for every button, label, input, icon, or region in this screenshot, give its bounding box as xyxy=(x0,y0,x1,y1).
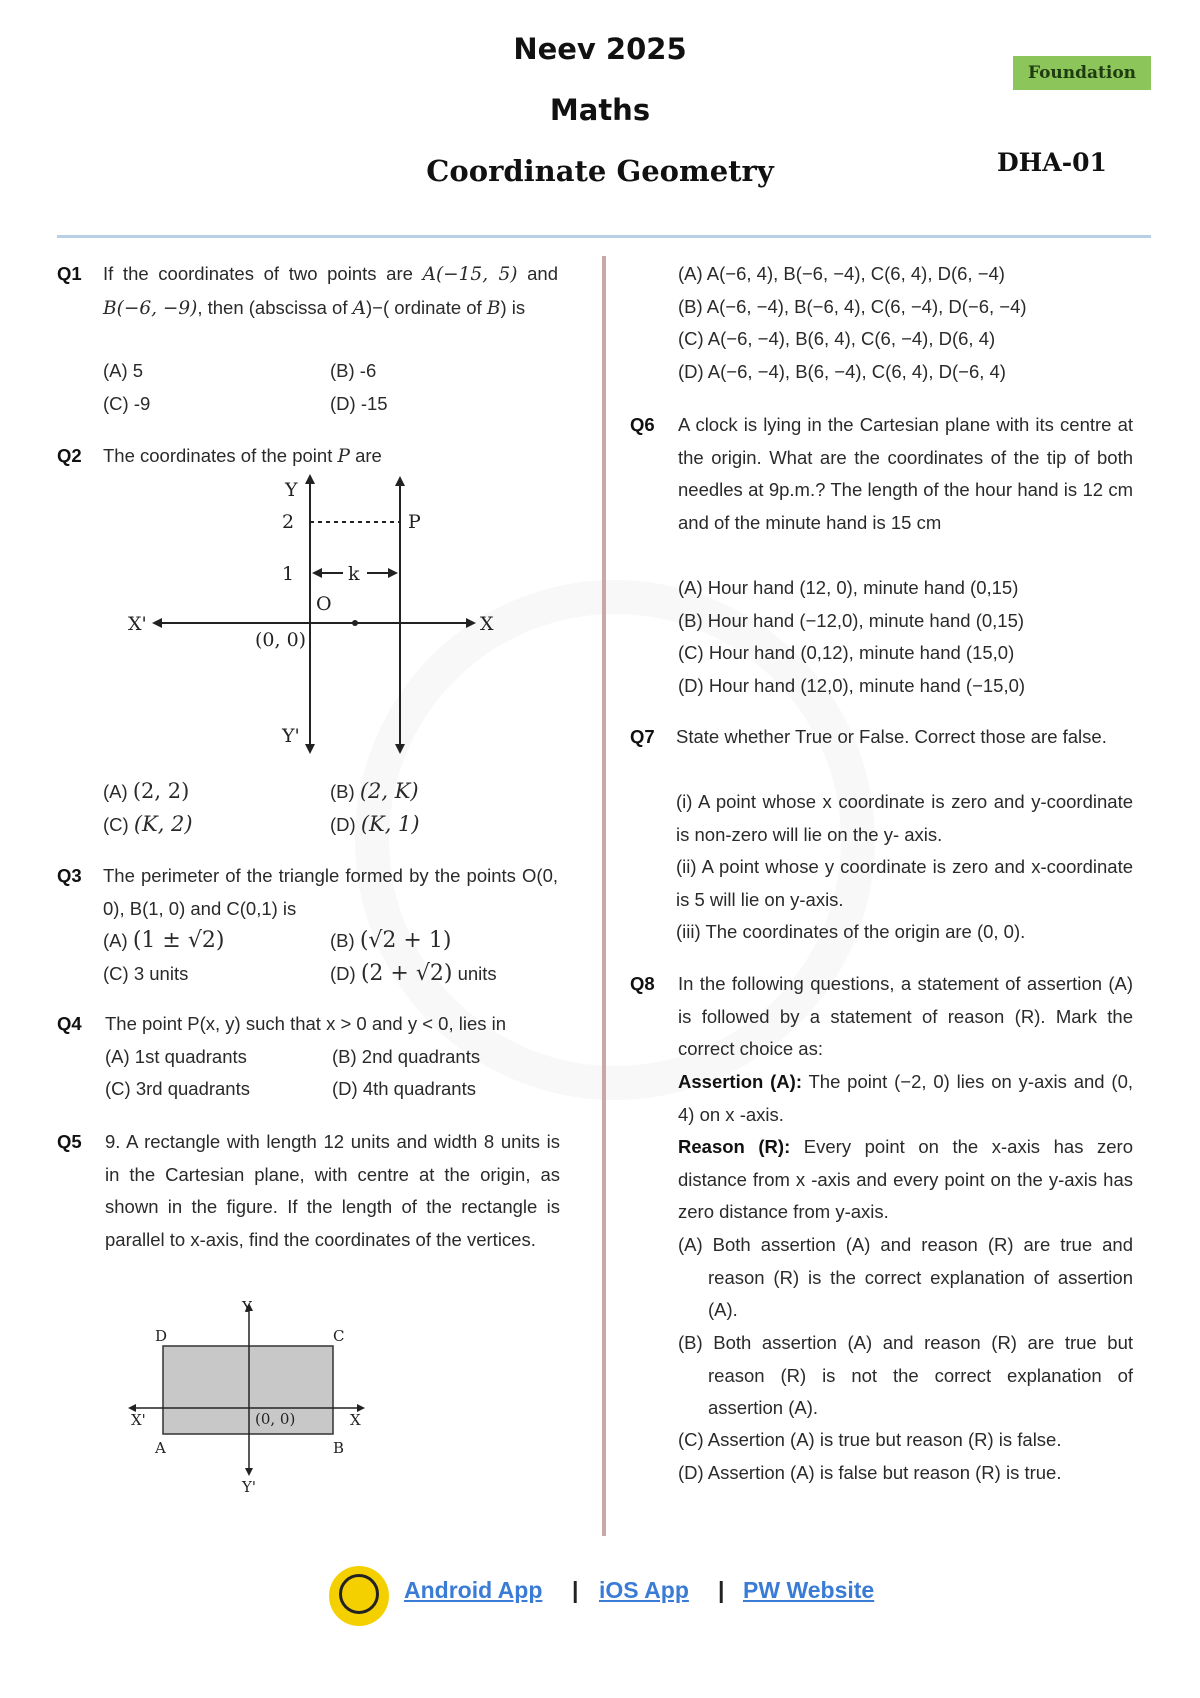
statement-iii: (iii) The coordinates of the origin are (0, 0). xyxy=(676,921,1026,942)
label-b: B xyxy=(333,1439,345,1457)
option-d: (D) A(−6, −4), B(6, −4), C(6, 4), D(−6, 4) xyxy=(678,361,1006,382)
arrow-down-icon xyxy=(305,744,315,754)
label-y-prime: Y' xyxy=(242,1478,257,1496)
option-b: (B) 2nd quadrants xyxy=(332,1046,481,1067)
question-text: If the coordinates of two points are A(−15, 5) and B(−6, −9), then (abscissa of A)−( ordinate of B) is xyxy=(103,263,558,319)
question-number: Q7 xyxy=(630,726,655,747)
rectangle-abcd xyxy=(163,1346,333,1434)
label-origin: (0, 0) xyxy=(255,629,307,651)
question-number: Q8 xyxy=(630,973,655,994)
footer-separator: | xyxy=(572,1577,579,1603)
arrow-right-icon xyxy=(388,568,398,578)
option-d: (D) (K, 1) xyxy=(330,812,420,836)
option-c: (C) Assertion (A) is true but reason (R) is false. xyxy=(678,1429,1062,1450)
column-divider xyxy=(602,256,606,1536)
question-text: 9. A rectangle with length 12 units and width 8 units is in the Cartesian plane, with centre at the origin, as shown in the figure. If the length of the rectangle is parallel to x-axis, find the coordinates of the vertices. xyxy=(105,1131,560,1250)
option-c: (C) 3 units xyxy=(103,963,189,984)
option-a: (A) Hour hand (12, 0), minute hand (0,15) xyxy=(678,577,1019,598)
arrow-down-icon xyxy=(395,744,405,754)
header-rule xyxy=(57,235,1151,238)
option-d: (D) (2 + √2) units xyxy=(330,961,497,986)
statement-i: (i) A point whose x coordinate is zero and y-coordinate is non-zero will lie on the y- axis. xyxy=(676,791,1133,845)
label-x: X xyxy=(480,613,494,635)
arrow-up-icon xyxy=(395,476,405,486)
label-k: k xyxy=(348,563,360,585)
label-y: Y xyxy=(242,1298,252,1316)
question-number: Q2 xyxy=(57,445,82,466)
option-a: (A) (2, 2) xyxy=(103,779,190,803)
question-text: The coordinates of the point P are xyxy=(103,445,382,467)
chapter-title: Coordinate Geometry xyxy=(426,154,774,188)
option-d: (D) Assertion (A) is false but reason (R) is true. xyxy=(678,1462,1062,1483)
statement-ii: (ii) A point whose y coordinate is zero and x-coordinate is 5 will lie on y-axis. xyxy=(676,856,1133,910)
label-d: D xyxy=(155,1327,168,1345)
pw-website-link[interactable]: PW Website xyxy=(743,1577,875,1603)
point-dot xyxy=(352,620,358,626)
option-d: (D) 4th quadrants xyxy=(332,1078,476,1099)
label-p: P xyxy=(408,511,421,533)
option-c: (C) -9 xyxy=(103,393,151,414)
label-x: X xyxy=(350,1411,361,1429)
option-b: (B) (2, K) xyxy=(330,779,419,803)
question-number: Q6 xyxy=(630,414,655,435)
question-number: Q3 xyxy=(57,865,82,886)
subject-title: Maths xyxy=(549,93,651,127)
label-y-prime: Y' xyxy=(282,725,300,747)
question-text: The perimeter of the triangle formed by the points O(0, 0), B(1, 0) and C(0,1) is xyxy=(103,865,558,919)
label-a: A xyxy=(155,1439,166,1457)
reason: Reason (R): Every point on the x-axis has zero distance from x -axis and every point on the y-axis has zero distance from y-axis. xyxy=(678,1136,1133,1222)
label-y: Y xyxy=(285,479,298,501)
option-b: (B) Both assertion (A) and reason (R) are true but reason (R) is not the correct explanation of assertion (A). xyxy=(678,1332,1133,1418)
level-badge: Foundation xyxy=(1013,56,1151,90)
rectangle-figure xyxy=(125,1298,375,1498)
label-c: C xyxy=(333,1327,345,1345)
option-b: (B) A(−6, −4), B(−6, 4), C(6, −4), D(−6, −4) xyxy=(678,296,1027,317)
label-o: O xyxy=(316,593,332,615)
ios-app-link[interactable]: iOS App xyxy=(599,1577,689,1603)
question-text: State whether True or False. Correct those are false. xyxy=(676,726,1107,747)
arrow-up-icon xyxy=(305,474,315,484)
question-text: In the following questions, a statement of assertion (A) is followed by a statement of reason (R). Mark the correct choice as: xyxy=(678,973,1133,1059)
option-a: (A) (1 ± √2) xyxy=(103,928,225,953)
label-origin: (0, 0) xyxy=(255,1410,296,1428)
label-1: 1 xyxy=(282,563,295,585)
option-a: (A) A(−6, 4), B(−6, −4), C(6, 4), D(6, −4) xyxy=(678,263,1005,284)
option-a: (A) Both assertion (A) and reason (R) are true and reason (R) is the correct explanation of assertion (A). xyxy=(678,1234,1133,1320)
option-c: (C) A(−6, −4), B(6, 4), C(6, −4), D(6, 4) xyxy=(678,328,996,349)
android-app-link[interactable]: Android App xyxy=(404,1577,543,1603)
customer-care-logo xyxy=(329,1566,389,1626)
label-x-prime: X' xyxy=(128,613,147,635)
question-number: Q4 xyxy=(57,1013,82,1034)
arrow-left-icon xyxy=(312,568,322,578)
option-b: (B) -6 xyxy=(330,360,377,381)
option-b: (B) Hour hand (−12,0), minute hand (0,15) xyxy=(678,610,1025,631)
question-number: Q5 xyxy=(57,1131,82,1152)
headset-icon xyxy=(339,1574,379,1614)
sheet-code: DHA-01 xyxy=(997,148,1107,177)
label-2: 2 xyxy=(282,511,295,533)
coordinate-figure xyxy=(110,470,510,760)
option-c: (C) (K, 2) xyxy=(103,812,193,836)
question-text: The point P(x, y) such that x > 0 and y < 0, lies in xyxy=(105,1013,507,1034)
page-title: Neev 2025 xyxy=(513,32,687,66)
option-a: (A) 1st quadrants xyxy=(105,1046,247,1067)
label-x-prime: X' xyxy=(131,1411,146,1429)
option-a: (A) 5 xyxy=(103,360,144,381)
question-number: Q1 xyxy=(57,263,82,284)
option-d: (D) Hour hand (12,0), minute hand (−15,0) xyxy=(678,675,1026,696)
option-c: (C) 3rd quadrants xyxy=(105,1078,250,1099)
option-c: (C) Hour hand (0,12), minute hand (15,0) xyxy=(678,642,1015,663)
option-b: (B) (√2 + 1) xyxy=(330,928,452,953)
arrow-left-icon xyxy=(152,618,162,628)
arrow-down-icon xyxy=(245,1468,253,1476)
assertion: Assertion (A): The point (−2, 0) lies on y-axis and (0, 4) on x -axis. xyxy=(678,1071,1133,1125)
option-d: (D) -15 xyxy=(330,393,388,414)
question-text: A clock is lying in the Cartesian plane with its centre at the origin. What are the coordinates of the tip of both needles at 9p.m.? The length of the hour hand is 12 cm and of the minute hand is 15 cm xyxy=(678,414,1133,533)
footer-separator: | xyxy=(718,1577,725,1603)
arrow-right-icon xyxy=(466,618,476,628)
